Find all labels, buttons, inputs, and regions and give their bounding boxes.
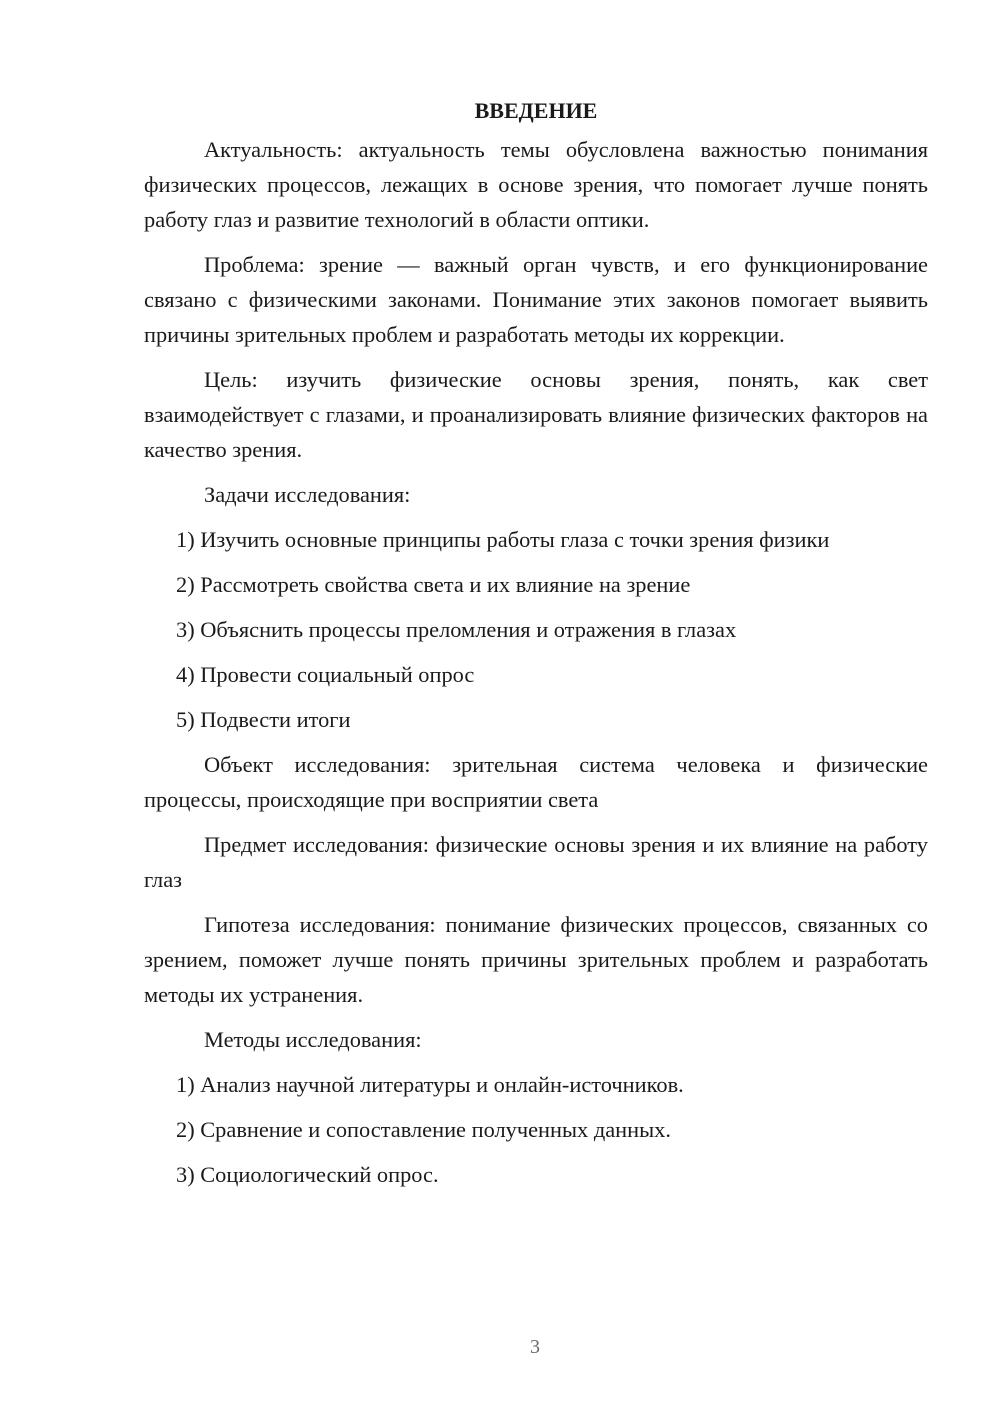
tasks-heading: Задачи исследования: bbox=[204, 482, 411, 507]
paragraph-hypothesis: Гипотеза исследования: понимание физических процессов, связанных со зрением, поможет лучше понять причины зрительных проблем и разработать методы их устранения. bbox=[144, 912, 928, 1007]
list-item: 1) Анализ научной литературы и онлайн-источников. bbox=[176, 1072, 684, 1097]
methods-list bbox=[144, 1067, 928, 1192]
paragraph-subject: Предмет исследования: физические основы зрения и их влияние на работу глаз bbox=[144, 832, 928, 892]
list-item: 2) Сравнение и сопоставление полученных данных. bbox=[176, 1117, 671, 1142]
list-item: 3) Объяснить процессы преломления и отражения в глазах bbox=[176, 617, 737, 642]
list-item: 2) Рассмотреть свойства света и их влияние на зрение bbox=[176, 572, 691, 597]
list-item: 5) Подвести итоги bbox=[176, 707, 351, 732]
list-item: 1) Изучить основные принципы работы глаза с точки зрения физики bbox=[176, 527, 830, 552]
list-item: 3) Социологический опрос. bbox=[176, 1162, 439, 1187]
tasks-list bbox=[144, 522, 928, 737]
paragraph-goal: Цель: изучить физические основы зрения, понять, как свет взаимодействует с глазами, и проанализировать влияние физических факторов на качество зрения. bbox=[144, 367, 928, 462]
paragraph-problem: Проблема: зрение — важный орган чувств, и его функционирование связано с физическими законами. Понимание этих законов помогает выявить причины зрительных проблем и разработать методы их коррекции. bbox=[144, 252, 928, 347]
paragraph-object: Объект исследования: зрительная система человека и физические процессы, происходящие при восприятии света bbox=[144, 752, 928, 812]
list-item: 4) Провести социальный опрос bbox=[176, 662, 475, 687]
section-title: ВВЕДЕНИЕ bbox=[474, 98, 598, 123]
paragraph-relevance: Актуальность: актуальность темы обусловлена важностью понимания физических процессов, лежащих в основе зрения, что помогает лучше понять работу глаз и развитие технологий в области оптики. bbox=[144, 137, 928, 232]
document-page bbox=[144, 96, 928, 1192]
page-number: 3 bbox=[530, 1336, 540, 1358]
methods-heading: Методы исследования: bbox=[204, 1027, 422, 1052]
